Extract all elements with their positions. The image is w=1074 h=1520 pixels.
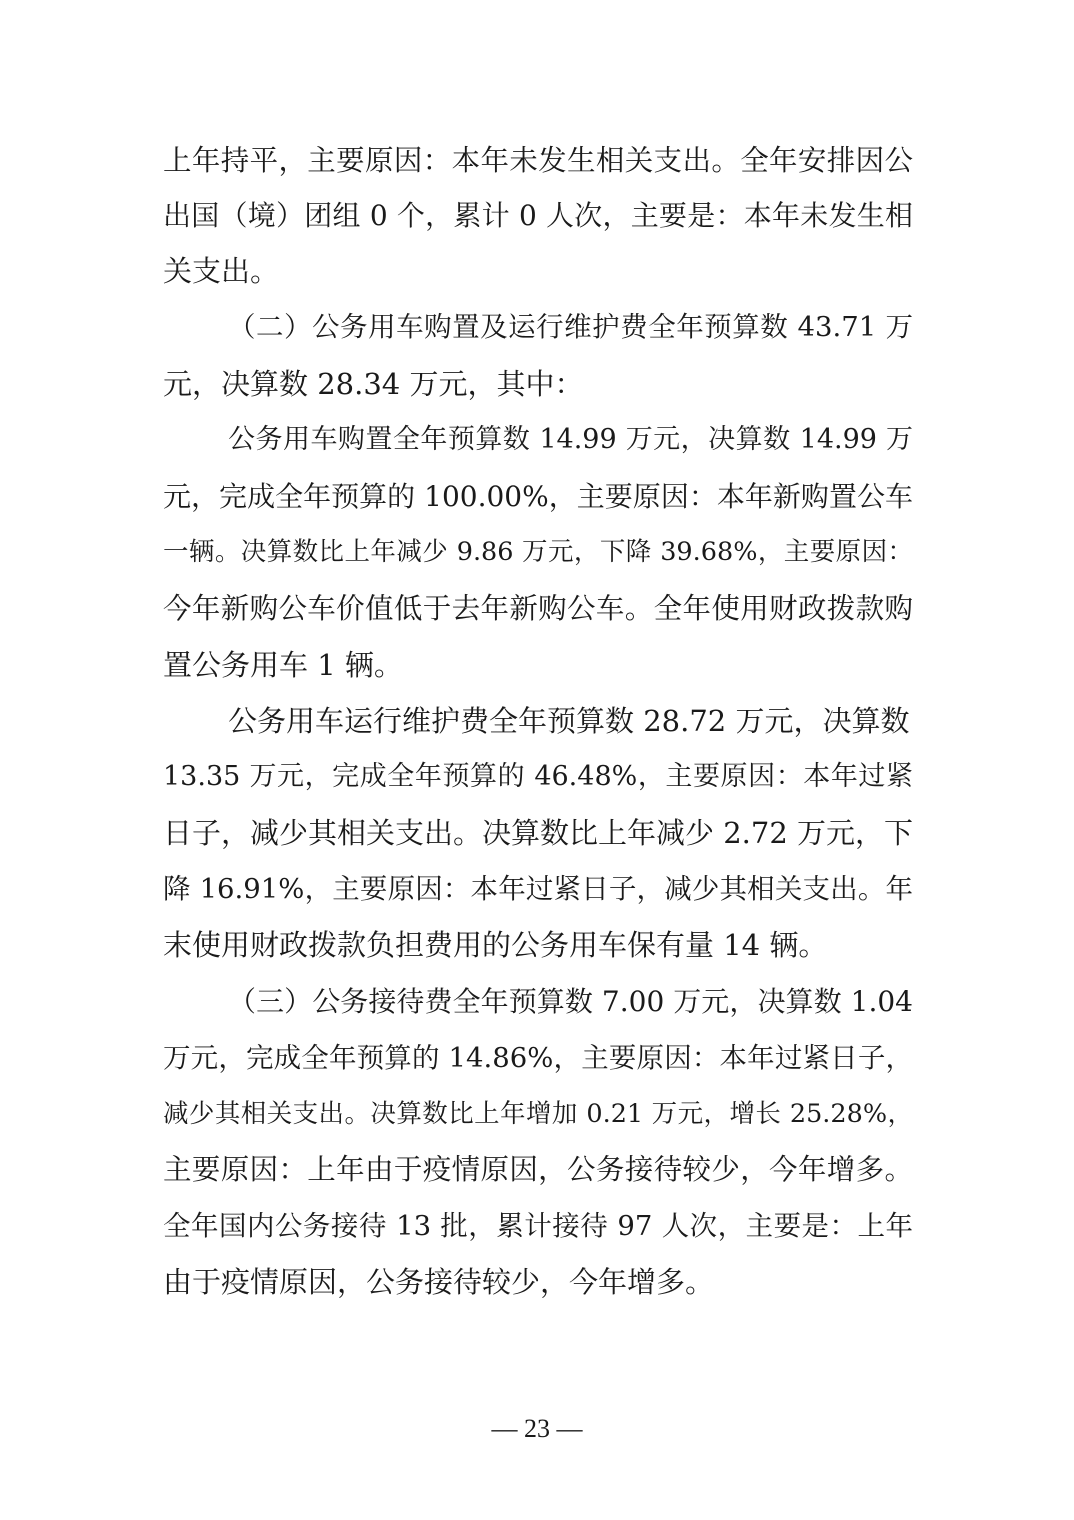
text-line: 公务用车购置全年预算数 14.99 万元，决算数 14.99 万 bbox=[228, 424, 913, 455]
text-line: 日子，减少其相关支出。决算数比上年减少 2.72 万元，下 bbox=[163, 816, 914, 850]
text-line: 置公务用车 1 辆。 bbox=[163, 648, 403, 682]
text-line: 元，完成全年预算的 100.00%，主要原因：本年新购置公车 bbox=[163, 480, 913, 513]
text-line: 全年国内公务接待 13 批，累计接待 97 人次，主要是：上年 bbox=[163, 1210, 913, 1242]
text-line: 关支出。 bbox=[163, 254, 280, 288]
page-number: — 23 — bbox=[491, 1414, 583, 1443]
text-line: 13.35 万元，完成全年预算的 46.48%，主要原因：本年过紧 bbox=[163, 761, 913, 792]
text-line: 今年新购公车价值低于去年新购公车。全年使用财政拨款购 bbox=[163, 592, 913, 625]
text-line: 上年持平，主要原因：本年未发生相关支出。全年安排因公 bbox=[163, 144, 913, 177]
text-line: 减少其相关支出。决算数比上年增加 0.21 万元，增长 25.28%， bbox=[163, 1099, 913, 1129]
text-line: 降 16.91%，主要原因：本年过紧日子，减少其相关支出。年 bbox=[163, 873, 913, 905]
text-line: 元，决算数 28.34 万元，其中： bbox=[163, 367, 584, 401]
text-line: 一辆。决算数比上年减少 9.86 万元，下降 39.68%，主要原因： bbox=[163, 537, 913, 567]
text-line: 末使用财政拨款负担费用的公务用车保有量 14 辆。 bbox=[163, 928, 828, 962]
text-line: 公务用车运行维护费全年预算数 28.72 万元，决算数 bbox=[228, 704, 910, 738]
text-line: 由于疫情原因，公务接待较少，今年增多。 bbox=[163, 1265, 715, 1299]
text-line: （二）公务用车购置及运行维护费全年预算数 43.71 万 bbox=[228, 311, 913, 343]
text-line: 万元，完成全年预算的 14.86%，主要原因：本年过紧日子， bbox=[163, 1042, 913, 1074]
text-line: （三）公务接待费全年预算数 7.00 万元，决算数 1.04 bbox=[228, 985, 913, 1018]
text-line: 出国（境）团组 0 个，累计 0 人次，主要是：本年未发生相 bbox=[163, 199, 913, 232]
text-line: 主要原因：上年由于疫情原因，公务接待较少，今年增多。 bbox=[163, 1153, 913, 1186]
